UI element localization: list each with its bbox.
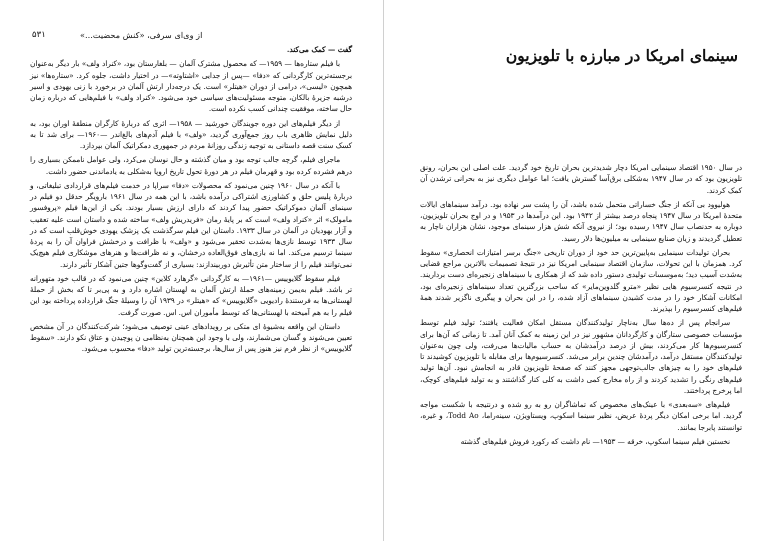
page-number: ۵۳۱ (32, 30, 46, 40)
paragraph: در سال ۱۹۵۰ اقتصاد سینمایی امریکا دچار شدیدترین بحران تاریخ خود گردید. علت اصلی این بحران، رونق تلویزیون بود که در سال ۱۹۴۷ به‌شکلی برق‌آسا گسترش یافت؛ اما عوامل دیگری نیز به بحرانی ترشدن آن کمک کردند. (420, 163, 742, 195)
paragraph: داستان این واقعه به‌شیوهٔ ای متکی بر رویدادهای عینی توصیف می‌شود؛ شرکت‌کنندگان در آن مشخص تعیین می‌شوند و گسان می‌شمارند، ولی با وجود این همچنان به‌نظامی ن پوچیدن و عتاق نکو دارند. «سقوط گلایوییس» از نظر فرم نیز هنوز پس از سال‌ها، برجسته‌ترین تولید «دفا» محسوب می‌شود. (30, 321, 352, 354)
paragraph: بحران تولیدات سینمایی به‌پایین‌ترین حد خود از دوران تاریخی «جنگ برسر امتیازات انحصاری» سقوط کرد. همزمان با این تحولات، سازمان اقتصاد سینمایی امریکا نیز در نتیجهٔ تصمیمات بالاترین مراجع قضایی به‌شدت آسیب دید؛ به‌موسسات تولیدی دستور داده شد که از همکاری با سینماهای زنجیره‌ای دست برداریند. در نتیجه کنسرسیوم هایی نظیر «مترو گلدوین‌مایر» که ساحب بزرگترین تعداد سینماهای زنجیره‌ای بود، امکانات آشکار خود را در مدت کشیدن سینماهای آزاد شده، را در این بحران و پیگیری ناگزیر شدند همه‌ٔ فیلم‌های کنسرسیوم را بپذیرند. (420, 247, 742, 313)
left-page-body (30, 44, 352, 358)
right-page (400, 14, 756, 534)
paragraph: سرانجام پس از ده‌ها سال به‌ناچار تولیدکنندگان مستقل امکان فعالیت یافتند؛ تولید فیلم توسط مؤسسات خصوصی ستارگان و کارگردانان مشهور نیز در این زمینه به کمک آنان آمد. تا زمانی که آن‌ها برای کنسرسیوم‌ها کار می‌کردند، بیش از درصد درآمدشان به حساب مالیات‌ها می‌رفت، ولی چون به‌عنوان تولیدکنندگان مستقل درآمد، درآمدشان چندین برابر می‌شد. کنسرسیوم‌ها برای مقابله با تلویزیون کوشیدند تا فیلم‌های خود را به چیزهای جالب‌توجهی مجهز کنند که صفحهٔ تلویزیون قادر به انجامش نبود. آن‌ها تولید فیلم‌های رنگی را تشدید کردند و از راه مخارج کمی داشت به کلی کنار گذاشتند و به تولید فیلم‌های کوچک، اما پرخرج پرداختند. (420, 318, 742, 395)
paragraph: هولیوود بی آنکه از جنگ خساراتی متحمل شده باشد، آن را پشت سر نهاده بود. درآمد سینماهای ایالات متحدهٔ امریکا در سال ۱۹۴۷ پنجاه درصد بیشتر از ۱۹۴۲ بود. این درآمدها در ۱۹۵۳ و در اوج بحران تلویزیون، دوباره به حدنصاب سال ۱۹۴۷ رسیده بود؛ از نیروی آنکه شش هزار سینمای موجود، نشان هزاران ناچار به تعطیل گردیدند و زیان صنایع سینمایی به میلیون‌ها دلار رسید. (420, 199, 742, 243)
right-page-body (420, 162, 742, 450)
paragraph: با آنکه در سال ۱۹۶۰ چنین می‌نمود که محصولات «دفا» سراپا در خدمت فیلم‌های قراردادی تبلیغاتی، و دربارهٔ پلیس حلق و کشاورزی اشتراکی درآمده باشد، با این همه در سال ۱۹۶۱ بارویگر حدقل دو فیلم در سینمای آلمان دموکراتیک حضور پیدا کردند که دارای ارزش بسیار بودند. یکی از این‌ها فیلم «پروفسور مامولک» اثر «کنراد ولف» است که بر پایهٔ رمان «فریدریش ولف» ساخته شده و داستان است علیه تعقیب و آزار یهودیان در آلمان در سال ۱۹۳۳. داستان این فیلم سرگذشت یک پزشک یهودی خوش‌قلب است که در سال ۱۹۳۳ توسط نازی‌ها به‌شدت تحقیر می‌شود و «ولف» با ظرافت و درخشش فراوان آن را به پردهٔ سینما ترسیم می‌کند. اما نه بازی‌های فوق‌العاده درخشان، و نه ظرافت‌ها و هنرهای موشکاری فیلم هیچ‌یک نمی‌توانند فیلم را از ساختار متن تأثیرش دوربیندازند: بسیاری از گفت‌وگوها جتین آشکار تأثیر دارند. (30, 180, 353, 269)
paragraph: ماجرای فیلم، گرچه جالب توجه بود و میان گذشته و حال نوسان می‌کرد، ولی عوامل ناممکن بسیاری را درهم فشرده کرده بود و قهرمان فیلم در هر دورهٔ تحول تاریخ اروپا به‌شکلی به‌ یادماندنی حضور داشت. (30, 155, 352, 176)
paragraph: گفت — کمک می‌کند. (286, 45, 352, 54)
left-page (10, 14, 366, 534)
running-head: از وی‌ای سرفی، «کنش محضیت...» (80, 30, 203, 40)
chapter-title: سینمای امریکا در مبارزه با تلویزیون (505, 46, 738, 65)
book-gutter (383, 0, 384, 541)
paragraph: نخستین فیلم سینما اسکوپ، خرقه — ۱۹۵۳— نام داشت که رکورد فروش فیلم‌های گذشته (460, 436, 730, 446)
paragraph: فیلم‌های «سه‌بعدی» با عینک‌های مخصوص که تماشاگران رو به رو شده و درنتیجه با شکست مواجه گردید. اما برخی امکان دیگر پردهٔ عریض، نظیر سینما اسکوپ، ویستاویژن، سینه‌راما، Todd Ao، و غیره، توانستند پابرجا بمانند. (420, 400, 742, 432)
paragraph: از دیگر فیلم‌های این دوره جویندگان خورشید — ۱۹۵۸— اثری که دربارهٔ کارگران منطقهٔ اوران بود، به دلیل نمایش ظاهری باب روز جمع‌آوری گردید، «ولف» با فیلم آدم‌های بالغ‌اندر —۱۹۶۰— برای شد تا به کسک سنت قصه داستانی به توجیه زندگی روزانهٔ مردم در جمهوری دمکراتیک آلمان بپردازد. (30, 118, 353, 150)
paragraph: فیلم سقوط گلایوییس —۱۹۶۱— به کارگردانی «گرهارد کلاین» چنین می‌نمود که در قالب خود متهورانه تر باشد. فیلم به‌یمن زمینه‌های حملهٔ ارتش آلمان به لهستان اشاره دارد و به پی‌بر تا که بخش از حملهٔ لهستانی‌ها به فرستندهٔ رادیویی «گلایوییس» که «هیتلر» در ۱۹۳۹ آن را وسیلهٔ جنگ قرارداده پرداخته بود این فیلم را به هم آمیخته با لهستانی‌ها که توسط مأموران اس. اس. صورت گرفت. (30, 273, 352, 317)
paragraph: با فیلم ستاره‌ها — ۱۹۵۹— که محصول مشترک آلمان — بلغارستان بود، «کنراد ولف» بار دیگر به‌عنوان برجسته‌ترین کارگردانی که «دفا» —پس از جدایی «اشتاوته»— در اختیار داشت، جلوه کرد. «ستاره‌ها» نیز همچون «لیسی»، درامی از دوران «هیتلر» است. یک درجه‌دار ارتش آلمان در برخورد با زنی یهودی و اسیر درشبه جزیرهٔ بالکان، متوجه مسئولیت‌های سیاسی خود می‌شود. «کنراد ولف» با فیلم‌هایی که درباره زمان حال ساخته، موفقیت چندانی کسب نکرده است. (30, 59, 352, 114)
